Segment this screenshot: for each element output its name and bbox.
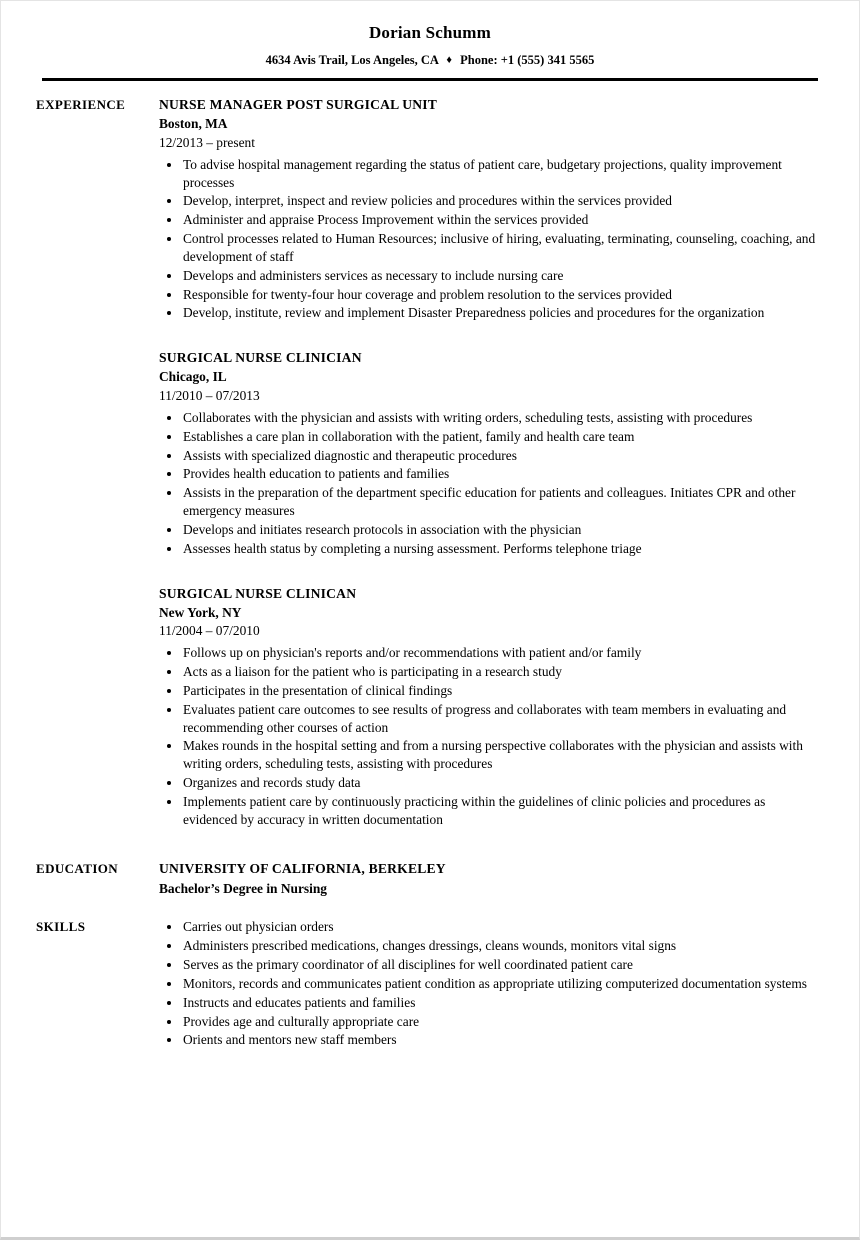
- skills-content: [159, 918, 859, 1050]
- bullet-item: • Assists with specialized diagnostic and therapeutic procedures: [182, 447, 821, 465]
- contact-address: 4634 Avis Trail, Los Angeles, CA: [265, 53, 439, 67]
- section-label-skills: SKILLS: [36, 919, 86, 935]
- section-label-education: EDUCATION: [36, 860, 119, 876]
- job-title: SURGICAL NURSE CLINICAN: [159, 585, 357, 601]
- bullet-item: • Follows up on physician's reports and/or recommendations with patient and/or family: [182, 644, 821, 662]
- bullet-item: • Control processes related to Human Resources; inclusive of hiring, evaluating, terminating, counseling, coaching, and development of staff: [182, 230, 821, 266]
- experience-section: [1, 96, 859, 830]
- bullet-item: • Develops and administers services as necessary to include nursing care: [182, 267, 821, 285]
- experience-content: [159, 96, 859, 830]
- education-content: [159, 860, 859, 898]
- job-entry-surgical-nurse-clinican: [159, 585, 821, 829]
- bullet-item: • Administer and appraise Process Improvement within the services provided: [182, 211, 821, 229]
- job-dates: 12/2013 – present: [159, 134, 255, 150]
- job-bullet-list: [159, 644, 821, 828]
- bullet-item: • Develop, institute, review and implement Disaster Preparedness policies and procedures for the organization: [182, 304, 821, 322]
- diamond-separator-icon: ♦: [446, 54, 452, 66]
- contact-line: [1, 53, 859, 68]
- bullet-item: • Carries out physician orders: [182, 918, 821, 936]
- bullet-item: • Evaluates patient care outcomes to see results of progress and collaborates with team members in evaluating and recommending other courses of action: [182, 701, 821, 737]
- job-entry-surgical-nurse-clinician: [159, 349, 821, 557]
- bullet-item: • Assesses health status by completing a nursing assessment. Performs telephone triage: [182, 540, 821, 558]
- bullet-item: • Implements patient care by continuously practicing within the guidelines of clinic policies and procedures as evidenced by accuracy in written documentation: [182, 793, 821, 829]
- bullet-item: • Collaborates with the physician and assists with writing orders, scheduling tests, assisting with procedures: [182, 409, 821, 427]
- skills-section: [1, 918, 859, 1050]
- education-school: UNIVERSITY OF CALIFORNIA, BERKELEY: [159, 860, 446, 876]
- education-section: [1, 860, 859, 898]
- job-dates: 11/2004 – 07/2010: [159, 623, 260, 639]
- skills-bullet-list: [159, 918, 821, 1049]
- candidate-name: Dorian Schumm: [368, 23, 492, 42]
- bullet-item: • Develop, interpret, inspect and review policies and procedures within the services provided: [182, 192, 821, 210]
- education-degree: Bachelor’s Degree in Nursing: [159, 880, 327, 896]
- contact-phone: Phone: +1 (555) 341 5565: [460, 53, 595, 67]
- job-title: NURSE MANAGER POST SURGICAL UNIT: [159, 97, 438, 112]
- bullet-item: • Acts as a liaison for the patient who is participating in a research study: [182, 663, 821, 681]
- bullet-item: • Provides health education to patients and families: [182, 465, 821, 483]
- bullet-item: • Orients and mentors new staff members: [182, 1031, 821, 1049]
- bullet-item: • Assists in the preparation of the department specific education for patients and colleagues. Initiates CPR and other emergency measures: [182, 484, 821, 520]
- job-bullet-list: [159, 409, 821, 558]
- bullet-item: • Serves as the primary coordinator of all disciplines for well coordinated patient care: [182, 956, 821, 974]
- bullet-item: • Responsible for twenty-four hour coverage and problem resolution to the services provided: [182, 286, 821, 304]
- bullet-item: • Develops and initiates research protocols in association with the physician: [182, 521, 821, 539]
- job-dates: 11/2010 – 07/2013: [159, 388, 260, 404]
- bullet-item: • Instructs and educates patients and families: [182, 994, 821, 1012]
- bullet-item: • Establishes a care plan in collaboration with the patient, family and health care team: [182, 428, 821, 446]
- job-entry-nurse-manager: [159, 96, 821, 322]
- section-label-experience: EXPERIENCE: [36, 97, 126, 112]
- job-location: Chicago, IL: [159, 369, 227, 385]
- resume-header: [1, 1, 859, 81]
- job-bullet-list: [159, 156, 821, 322]
- bullet-item: • Provides age and culturally appropriate care: [182, 1013, 821, 1031]
- job-location: New York, NY: [159, 604, 242, 620]
- job-location: Boston, MA: [159, 116, 228, 132]
- bullet-item: • To advise hospital management regarding the status of patient care, budgetary projections, quality improvement processes: [182, 156, 821, 192]
- bullet-item: • Administers prescribed medications, changes dressings, cleans wounds, monitors vital signs: [182, 937, 821, 955]
- bullet-item: • Monitors, records and communicates patient condition as appropriate utilizing computerized documentation systems: [182, 975, 821, 993]
- header-rule: [42, 78, 818, 81]
- bullet-item: • Organizes and records study data: [182, 774, 821, 792]
- bullet-item: • Participates in the presentation of clinical findings: [182, 682, 821, 700]
- job-title: SURGICAL NURSE CLINICIAN: [159, 350, 362, 366]
- bullet-item: • Makes rounds in the hospital setting and from a nursing perspective collaborates with the physician and assists with writing orders, scheduling tests, assisting with procedures: [182, 737, 821, 773]
